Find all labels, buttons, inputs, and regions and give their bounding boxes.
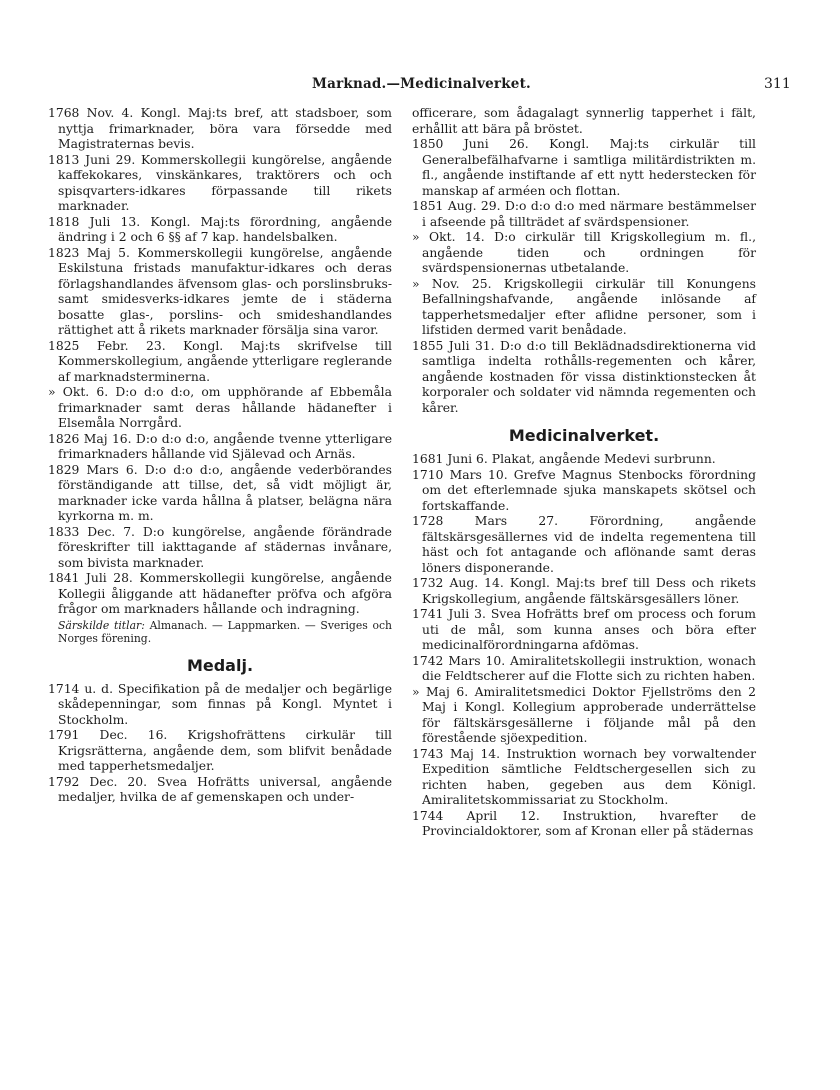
- list-item: 1813 Juni 29. Kommerskollegii kungörelse, angående kaffekokares, vinskänkares, traktörers och och spisqvarters-idkares förpassande till rikets marknader.: [48, 152, 392, 213]
- list-item: 1742 Mars 10. Amiralitetskollegii instruktion, wonach die Feldtscherer auf die Flotte sich zu richten haben.: [412, 653, 756, 683]
- list-item: 1768 Nov. 4. Kongl. Maj:ts bref, att stadsboer, som nyttja frimarknader, böra vara försedde med Magistraternas bevis.: [48, 106, 392, 151]
- continued-entry: officerare, som ådagalagt synnerlig tapperhet i fält, erhållit att bära på bröstet.: [412, 106, 756, 136]
- list-item: 1825 Febr. 23. Kongl. Maj:ts skrifvelse till Kommerskollegium, angående ytterligare reglerande af marknadsterminerna.: [48, 338, 392, 384]
- list-item: » Okt. 14. D:o cirkulär till Krigskollegium m. fl., angående tiden och ordningen för svärdspensionernas utbetalande.: [412, 230, 756, 275]
- list-item: » Nov. 25. Krigskollegii cirkulär till Konungens Befallningshafvande, angående inlösande af tapperhetsmedaljer efter aflidne personer, som i lifstiden dermed varit benådade.: [412, 276, 756, 337]
- list-item: 1851 Aug. 29. D:o d:o d:o med närmare bestämmelser i afseende på tillträdet af svärdspensioner.: [412, 199, 756, 229]
- list-item: 1823 Maj 5. Kommerskollegii kungörelse, angående Eskilstuna fristads manufaktur-idkares och deras förlagshandlandes äfvensom glas- och porslinsbruks- samt smidesverks-idkares jemte de i städerna bosatte glas-, porslins- och smideshandlandes rättighet att å rikets marknader försälja sina varor.: [48, 245, 392, 337]
- list-item: 1743 Maj 14. Instruktion wornach bey vorwaltender Expedition sämtliche Feldtschergesellen sich zu richten haben, gegeben aus dem Königl. Amiralitetskommissariat zu Stockholm.: [412, 746, 756, 807]
- list-item: 1791 Dec. 16. Krigshofrättens cirkulär till Krigsrätterna, angående dem, som blifvit benådade med tapperhetsmedaljer.: [48, 728, 392, 773]
- list-item: 1744 April 12. Instruktion, hvarefter de Provincialdoktorer, som af Kronan eller på städernas: [412, 808, 756, 838]
- list-item: » Maj 6. Amiralitetsmedici Doktor Fjellströms den 2 Maj i Kongl. Kollegium approberade underrättelse för fältskärsgesällerne i följande mål på den förestående sjöexpedition.: [412, 684, 756, 745]
- list-item: 1829 Mars 6. D:o d:o d:o, angående vederbörandes förständigande att tillse, det, så vidt möjligt är, marknader icke varda hållna å platser, belägna nära kyrkorna m. m.: [48, 462, 392, 523]
- running-title: Marknad.—Medicinalverket.: [312, 76, 531, 92]
- list-item: 1741 Juli 3. Svea Hofrätts bref om process och forum uti de mål, som kunna anses och böra efter medicinalförordningarna afdömas.: [412, 607, 756, 652]
- list-item: 1728 Mars 27. Förordning, angående fältskärsgesällernes vid de indelta regementena till häst och fot antagande och aflönande samt deras löners disponerande.: [412, 514, 756, 575]
- list-item: 1710 Mars 10. Grefve Magnus Stenbocks förordning om det efterlemnade sjuka manskapets skötsel och fortskaffande.: [412, 467, 756, 513]
- special-titles-text: Almanach. — Lappmarken. — Sveriges och Norges förening.: [58, 618, 392, 645]
- special-titles-label: Särskilde titlar:: [58, 618, 145, 632]
- list-item: 1841 Juli 28. Kommerskollegii kungörelse, angående Kollegii åliggande att hädanefter pröfva och afgöra frågor om marknaders hållande och indragning.: [48, 571, 392, 616]
- right-column: [412, 106, 756, 840]
- list-item: 1850 Juni 26. Kongl. Maj:ts cirkulär till Generalbefälhafvarne i samtliga militärdistrikten m. fl., angående instiftande af ett nytt hederstecken för manskap af arméen och flottan.: [412, 137, 756, 198]
- section-heading-medalj: Medalj.: [186, 655, 254, 675]
- list-item: 1792 Dec. 20. Svea Hofrätts universal, angående medaljer, hvilka de af gemenskapen och under-: [48, 774, 392, 804]
- page-number: 311: [764, 76, 791, 92]
- list-item: 1714 u. d. Specifikation på de medaljer och begärlige skådepenningar, som finnas på Kongl. Myntet i Stockholm.: [48, 681, 392, 727]
- section-heading-medicinalverket: Medicinalverket.: [508, 426, 660, 445]
- list-item: 1826 Maj 16. D:o d:o d:o, angående tvenne ytterligare frimarknaders hållande vid Själevad och Arnäs.: [48, 431, 392, 461]
- left-column: [48, 106, 392, 806]
- list-item: 1833 Dec. 7. D:o kungörelse, angående förändrade föreskrifter till iakttagande af städernas invånare, som bivista marknader.: [48, 524, 392, 570]
- list-item: 1818 Juli 13. Kongl. Maj:ts förordning, angående ändring i 2 och 6 §§ af 7 kap. handelsbalken.: [48, 214, 392, 244]
- list-item: 1855 Juli 31. D:o d:o till Beklädnadsdirektionerna vid samtliga indelta rothålls-regementen och kårer, angående kostnaden för vissa distinktionstecken åt korporaler och soldater vid nämnda regementen och kårer.: [412, 338, 756, 415]
- list-item: 1681 Juni 6. Plakat, angående Medevi surbrunn.: [412, 452, 716, 466]
- list-item: 1732 Aug. 14. Kongl. Maj:ts bref till Dess och rikets Krigskollegium, angående fältskärsgesällers löner.: [412, 576, 756, 606]
- list-item: » Okt. 6. D:o d:o d:o, om upphörande af Ebbemåla frimarknader samt deras hållande hädanefter i Elsemåla Norrgård.: [48, 385, 392, 430]
- special-titles-note: [48, 619, 392, 646]
